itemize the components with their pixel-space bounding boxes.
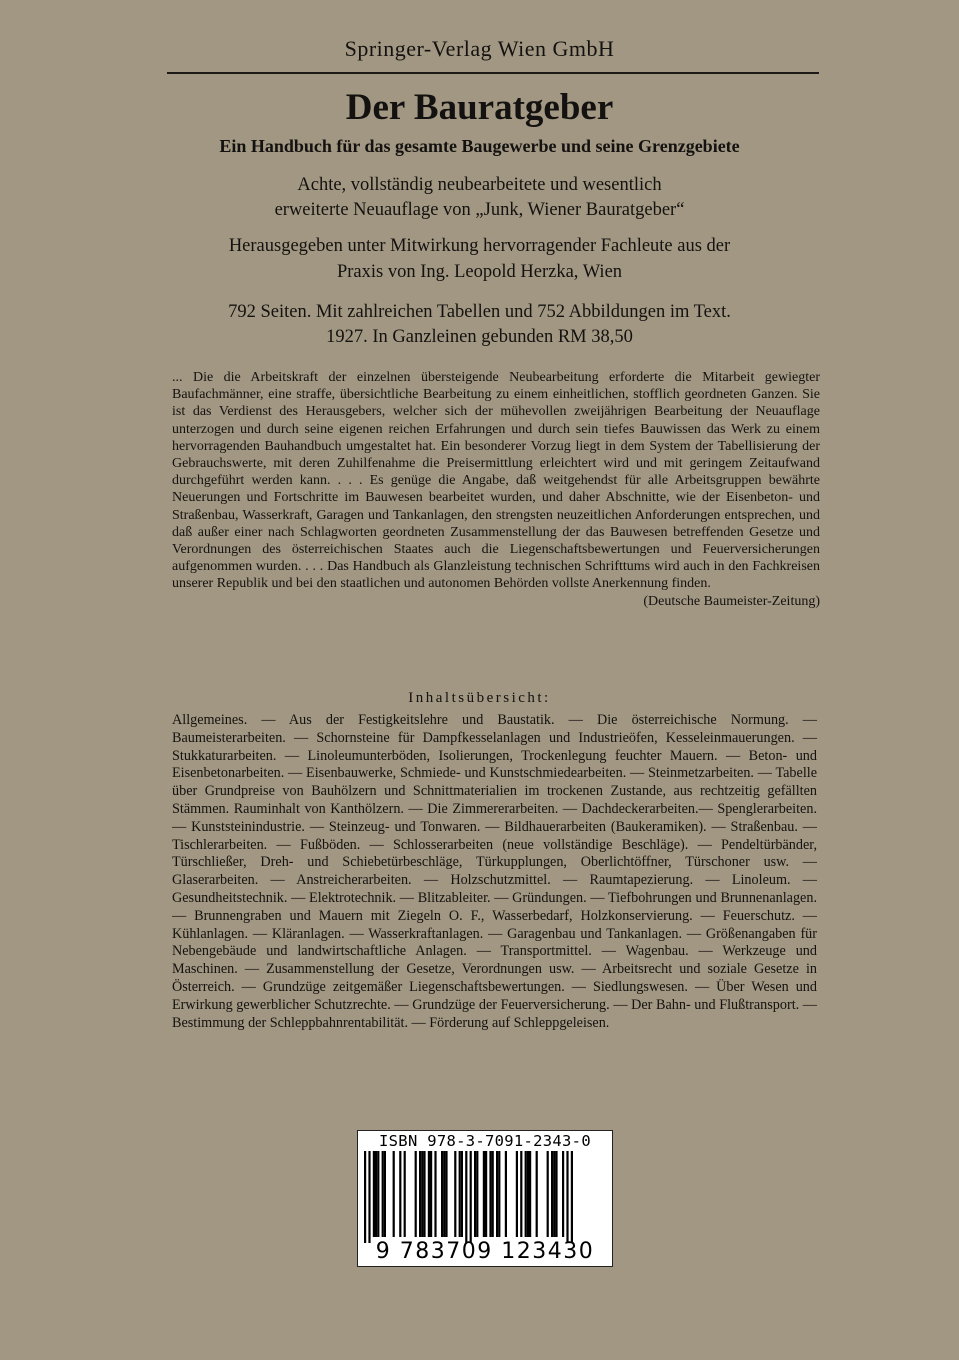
barcode-bar bbox=[430, 1151, 432, 1237]
barcode-bar bbox=[529, 1151, 531, 1237]
barcode-bar bbox=[419, 1151, 421, 1237]
barcode-bar bbox=[566, 1151, 568, 1243]
barcode-bar bbox=[384, 1151, 386, 1237]
review-quote bbox=[172, 369, 820, 610]
barcode-bar bbox=[441, 1151, 443, 1237]
barcode-bar bbox=[527, 1151, 529, 1237]
book-title: Der Bauratgeber bbox=[345, 87, 614, 128]
barcode-bar bbox=[536, 1151, 538, 1237]
barcode-bar bbox=[496, 1151, 498, 1237]
barcode-bar bbox=[377, 1151, 379, 1237]
barcode-bar bbox=[454, 1151, 456, 1237]
contents-heading: Inhaltsübersicht: bbox=[408, 690, 551, 706]
barcode-bar bbox=[562, 1151, 564, 1237]
barcode-bar bbox=[498, 1151, 500, 1237]
barcode-bar bbox=[489, 1151, 491, 1237]
barcode-bar bbox=[428, 1151, 430, 1237]
barcode-bar bbox=[421, 1151, 423, 1237]
pricing-note bbox=[0, 300, 959, 350]
barcode-bar bbox=[547, 1151, 549, 1237]
editor-line: Herausgegeben unter Mitwirkung hervorragender Fachleute aus der bbox=[228, 236, 731, 256]
barcode-bar bbox=[461, 1151, 463, 1237]
review-source: (Deutsche Baumeister-Zeitung) bbox=[643, 593, 820, 609]
barcode-bar bbox=[555, 1151, 557, 1237]
barcode-bar bbox=[364, 1151, 366, 1243]
barcode-bar bbox=[476, 1151, 478, 1237]
barcode-bar bbox=[434, 1151, 436, 1237]
barcode-bar bbox=[505, 1151, 507, 1237]
barcode-bar bbox=[520, 1151, 522, 1237]
barcode-bar bbox=[373, 1151, 375, 1237]
barcode-bar bbox=[382, 1151, 384, 1237]
ean-number: 9 783709 123430 bbox=[375, 1239, 595, 1264]
barcode-bar bbox=[445, 1151, 447, 1237]
header-rule bbox=[167, 72, 819, 74]
contents-list: Allgemeines. — Aus der Festigkeitslehre und Baustatik. — Die österreichische Normung. — Baumeisterarbeiten. — Schornsteine für Dampfkesselanlagen und Industrieöfen, Kesseleinmauerungen. — Stukkaturarbeiten. — Linoleumunterböden, Isolierungen, Trockenlegung feuchter Mauern. — Beton- und Eisenbetonarbeiten. — Eisenbauwerke, Schmiede- und Kunstschmiedearbeiten. — Steinmetzarbeiten. — Tabelle über Grundpreise von Bauhölzern und Schnittmaterialien im trockenen Zustande, aus rechtzeitig gefällten Stämmen. Rauminhalt von Kanthölzern. — Die Zimmererarbeiten. — Dachdeckerarbeiten.— Spenglerarbeiten. — Kunststeinindustrie. — Steinzeug- und Tonwaren. — Bildhauerarbeiten (Baukeramiken). — Straßenbau. — Tischlerarbeiten. — Fußböden. — Schlosserarbeiten (neue vollständige Beschläge). — Pendeltürbänder, Türschließer, Dreh- und Schiebetürbeschläge, Türkupplungen, Oberlichtöffner, Türschoner usw. — Glaserarbeiten. — Anstreicherarbeiten. — Holzschutzmittel. — Raumtapezierung. — Linoleum. — Gesundheitstechnik. — Elektrotechnik. — Blitzableiter. — Gründungen. — Tiefbohrungen und Brunnenanlagen. — Brunnengraben und Mauern mit Ziegeln O. F., Wasserbedarf, Holzkonservierung. — Feuerschutz. — Kühlanlagen. — Kläranlagen. — Wasserkraftanlagen. — Garagenbau und Tankanlagen. — Größenangaben für Nebengebäude und landwirtschaftliche Anlagen. — Transportmittel. — Wagenbau. — Werkzeuge und Maschinen. — Zusammenstellung der Gesetze, Verordnungen usw. — Arbeitsrecht und soziale Gesetze in Österreich. — Grundzüge zeitgemäßer Liegenschaftsbewertungen. — Siedlungswesen. — Über Wesen und Erwirkung gewerblicher Schutzrechte. — Grundzüge der Feuerversicherung. — Der Bahn- und Flußtransport. — Bestimmung der Schleppbahnrentabilität. — Förderung auf Schleppgeleisen. bbox=[172, 712, 817, 1031]
barcode-bar bbox=[465, 1151, 467, 1243]
barcode-bar bbox=[368, 1151, 370, 1243]
barcode-bar bbox=[415, 1151, 417, 1237]
barcode-bar bbox=[483, 1151, 485, 1237]
barcode-bar bbox=[571, 1151, 573, 1243]
book-subtitle: Ein Handbuch für das gesamte Baugewerbe und seine Grenzgebiete bbox=[219, 136, 740, 156]
barcode-bar bbox=[399, 1151, 401, 1237]
barcode bbox=[357, 1130, 613, 1267]
barcode-bars bbox=[364, 1151, 606, 1243]
barcode-bar bbox=[474, 1151, 476, 1237]
publisher-name: Springer-Verlag Wien GmbH bbox=[344, 36, 615, 61]
barcode-bar bbox=[470, 1151, 472, 1243]
barcode-bar bbox=[516, 1151, 518, 1237]
barcode-bar bbox=[393, 1151, 395, 1237]
barcode-bar bbox=[553, 1151, 555, 1237]
barcode-bar bbox=[492, 1151, 494, 1237]
barcode-bar bbox=[459, 1151, 461, 1237]
barcode-bar bbox=[443, 1151, 445, 1237]
barcode-bar bbox=[404, 1151, 406, 1237]
isbn-label: ISBN 978-3-7091-2343-0 bbox=[379, 1132, 591, 1150]
review-text: ... Die die Arbeitskraft der einzelnen übersteigende Neubearbeitung erforderte die Mitarbeit gewiegter Baufachmänner, eine straffe, übersichtliche Bearbeitung zu einem einheitlichen, stofflich geordneten Ganzen. Sie ist das Verdienst des Herausgebers, welcher sich der mühevollen zweijährigen Bearbeitung der Neuauflage unterzogen und durch seine eigenen reichen Erfahrungen und durch sein tiefes Bauwissen das Werk zu einem hervorragenden Bauhandbuch umgestaltet hat. Ein besonderer Vorzug liegt in dem System der Tabellisierung der Gebrauchswerte, mit deren Zuhilfenahme die Preisermittlung erleichtert wird und mit geringem Zeitaufwand durchgeführt werden kann. . . . Es genüge die Angabe, daß weitgehendst für alle Arbeitsgruppen bewährte Neuerungen und Fortschritte im Bauwesen bearbeitet wurden, und daher Abschnitte, wie der Eisenbeton- und Straßenbau, Wasserkraft, Garagen und Tankanlagen, den strengsten neuzeitlichen Anforderungen entsprechen, und daß außer einer nach Schlagworten geordneten Zusammenstellung der das Bauwesen betreffenden Gesetze und Verordnungen des österreichischen Staates auch die Liegenschaftsbewertungen und Feuerversicherungen aufgenommen wurden. . . . Das Handbuch als Glanzleistung technischen Schrifttums wird auch in den Fachkreisen unserer Republik und bei den staatlichen und autonomen Behörden vollste Anerkennung finden. bbox=[172, 370, 820, 592]
pricing-line: 1927. In Ganzleinen gebunden RM 38,50 bbox=[326, 327, 633, 347]
editor-note bbox=[0, 233, 959, 285]
barcode-bar bbox=[423, 1151, 425, 1237]
barcode-bar bbox=[375, 1151, 377, 1237]
barcode-bar bbox=[525, 1151, 527, 1237]
barcode-bar bbox=[485, 1151, 487, 1237]
pricing-line: 792 Seiten. Mit zahlreichen Tabellen und 752 Abbildungen im Text. bbox=[228, 302, 731, 322]
edition-note bbox=[0, 173, 959, 223]
edition-line: erweiterte Neuauflage von „Junk, Wiener Bauratgeber“ bbox=[274, 200, 685, 220]
edition-line: Achte, vollständig neubearbeitete und wesentlich bbox=[297, 175, 662, 195]
barcode-bar bbox=[551, 1151, 553, 1237]
editor-line: Praxis von Ing. Leopold Herzka, Wien bbox=[336, 262, 623, 282]
